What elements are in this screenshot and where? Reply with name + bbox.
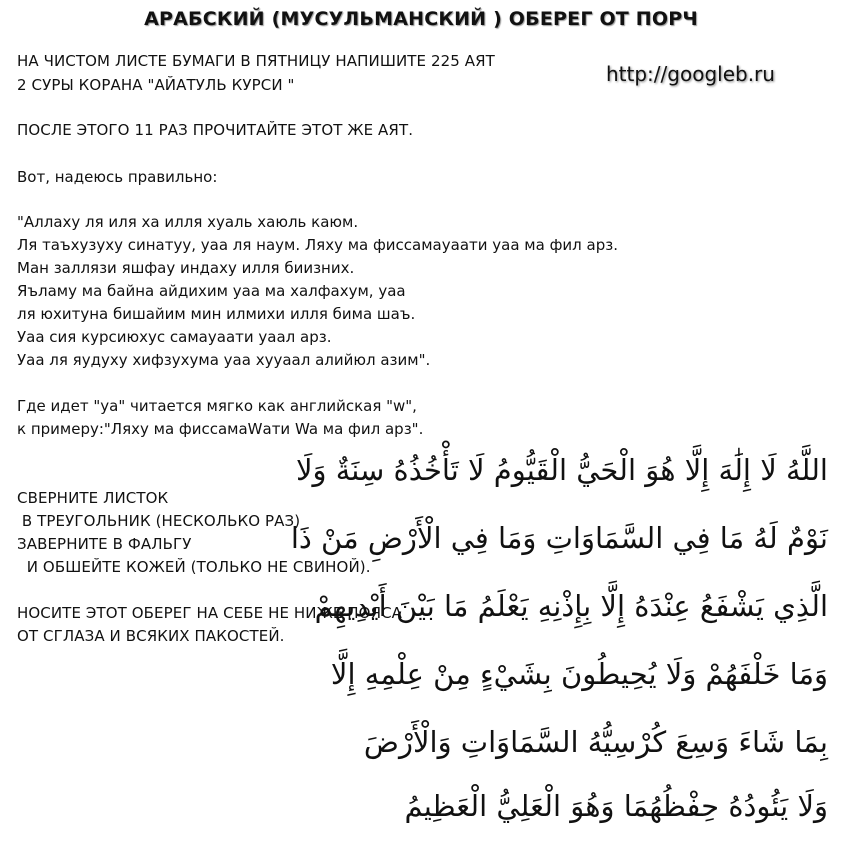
arabic-verse-line-3: الَّذِي يَشْفَعُ عِنْدَهُ إِلَّا بِإِذْنِهِ يَعْلَمُ مَا بَيْنَ أَيْدِيهِمْ	[314, 589, 828, 623]
arabic-verse-line-1: اللَّهُ لَا إِلَٰهَ إِلَّا هُوَ الْحَيُّ الْقَيُّومُ لَا تَأْخُذُهُ سِنَةٌ وَلَا	[295, 453, 828, 487]
closing-line-1: НОСИТЕ ЭТОТ ОБЕРЕГ НА СЕБЕ НЕ НИЖЕ ПОЯСА	[17, 604, 403, 622]
step-line-1: СВЕРНИТЕ ЛИСТОК	[17, 489, 169, 507]
instruction-line-1: НА ЧИСТОМ ЛИСТЕ БУМАГИ В ПЯТНИЦУ НАПИШИТЕ 225 АЯТ	[17, 52, 495, 70]
step-line-4: И ОБШЕЙТЕ КОЖЕЙ (ТОЛЬКО НЕ СВИНОЙ).	[17, 558, 371, 576]
transliteration-line-2: Ля таъхузуху синатуу, уаа ля наум. Ляху ма фиссамауаати уаа ма фил арз.	[17, 236, 618, 254]
closing-line-2: ОТ СГЛАЗА И ВСЯКИХ ПАКОСТЕЙ.	[17, 627, 285, 645]
note-line-1: Где идет "уа" читается мягко как английская "w",	[17, 397, 417, 415]
website-link[interactable]: http://googleb.ru	[606, 62, 775, 86]
step-line-2: В ТРЕУГОЛЬНИК (НЕСКОЛЬКО РАЗ)	[17, 512, 301, 530]
arabic-verse-line-5: بِمَا شَاءَ وَسِعَ كُرْسِيُّهُ السَّمَاوَاتِ وَالْأَرْضَ	[363, 725, 828, 759]
arabic-verse-block	[290, 440, 842, 841]
intro-text: Вот, надеюсь правильно:	[17, 168, 218, 186]
transliteration-line-3: Ман заллязи яшфау индаху илля биизних.	[17, 259, 355, 277]
arabic-verse-line-2: نَوْمٌ لَهُ مَا فِي السَّمَاوَاتِ وَمَا فِي الْأَرْضِ مَنْ ذَا	[290, 521, 828, 555]
arabic-verse-line-6: وَلَا يَئُودُهُ حِفْظُهُمَا وَهُوَ الْعَلِيُّ الْعَظِيمُ	[404, 789, 828, 823]
instruction-line-3: ПОСЛЕ ЭТОГО 11 РАЗ ПРОЧИТАЙТЕ ЭТОТ ЖЕ АЯТ.	[17, 121, 414, 139]
instruction-line-2: 2 СУРЫ КОРАНА "АЙАТУЛЬ КУРСИ "	[17, 76, 295, 94]
transliteration-line-7: Уаа ля яудуху хифзухума уаа хууаал алийюл азим".	[17, 351, 431, 369]
transliteration-line-5: ля юхитуна бишайим мин илмихи илля бима шаъ.	[17, 305, 416, 323]
transliteration-line-6: Уаа сия курсиюхус самауаати уаал арз.	[17, 328, 332, 346]
arabic-verse-line-4: وَمَا خَلْفَهُمْ وَلَا يُحِيطُونَ بِشَيْءٍ مِنْ عِلْمِهِ إِلَّا	[330, 657, 828, 691]
transliteration-line-4: Яъламу ма байна айдихим уаа ма халфахум, уаа	[17, 282, 406, 300]
note-line-2: к примеру:"Ляху ма фиссамаWати Wa ма фил арз".	[17, 420, 424, 438]
step-line-3: ЗАВЕРНИТЕ В ФАЛЬГУ	[17, 535, 192, 553]
page-title: АРАБСКИЙ (МУСУЛЬМАНСКИЙ ) ОБЕРЕГ ОТ ПОРЧ	[144, 8, 698, 30]
transliteration-line-1: "Аллаху ля иля ха илля хуаль хаюль каюм.	[17, 213, 359, 231]
